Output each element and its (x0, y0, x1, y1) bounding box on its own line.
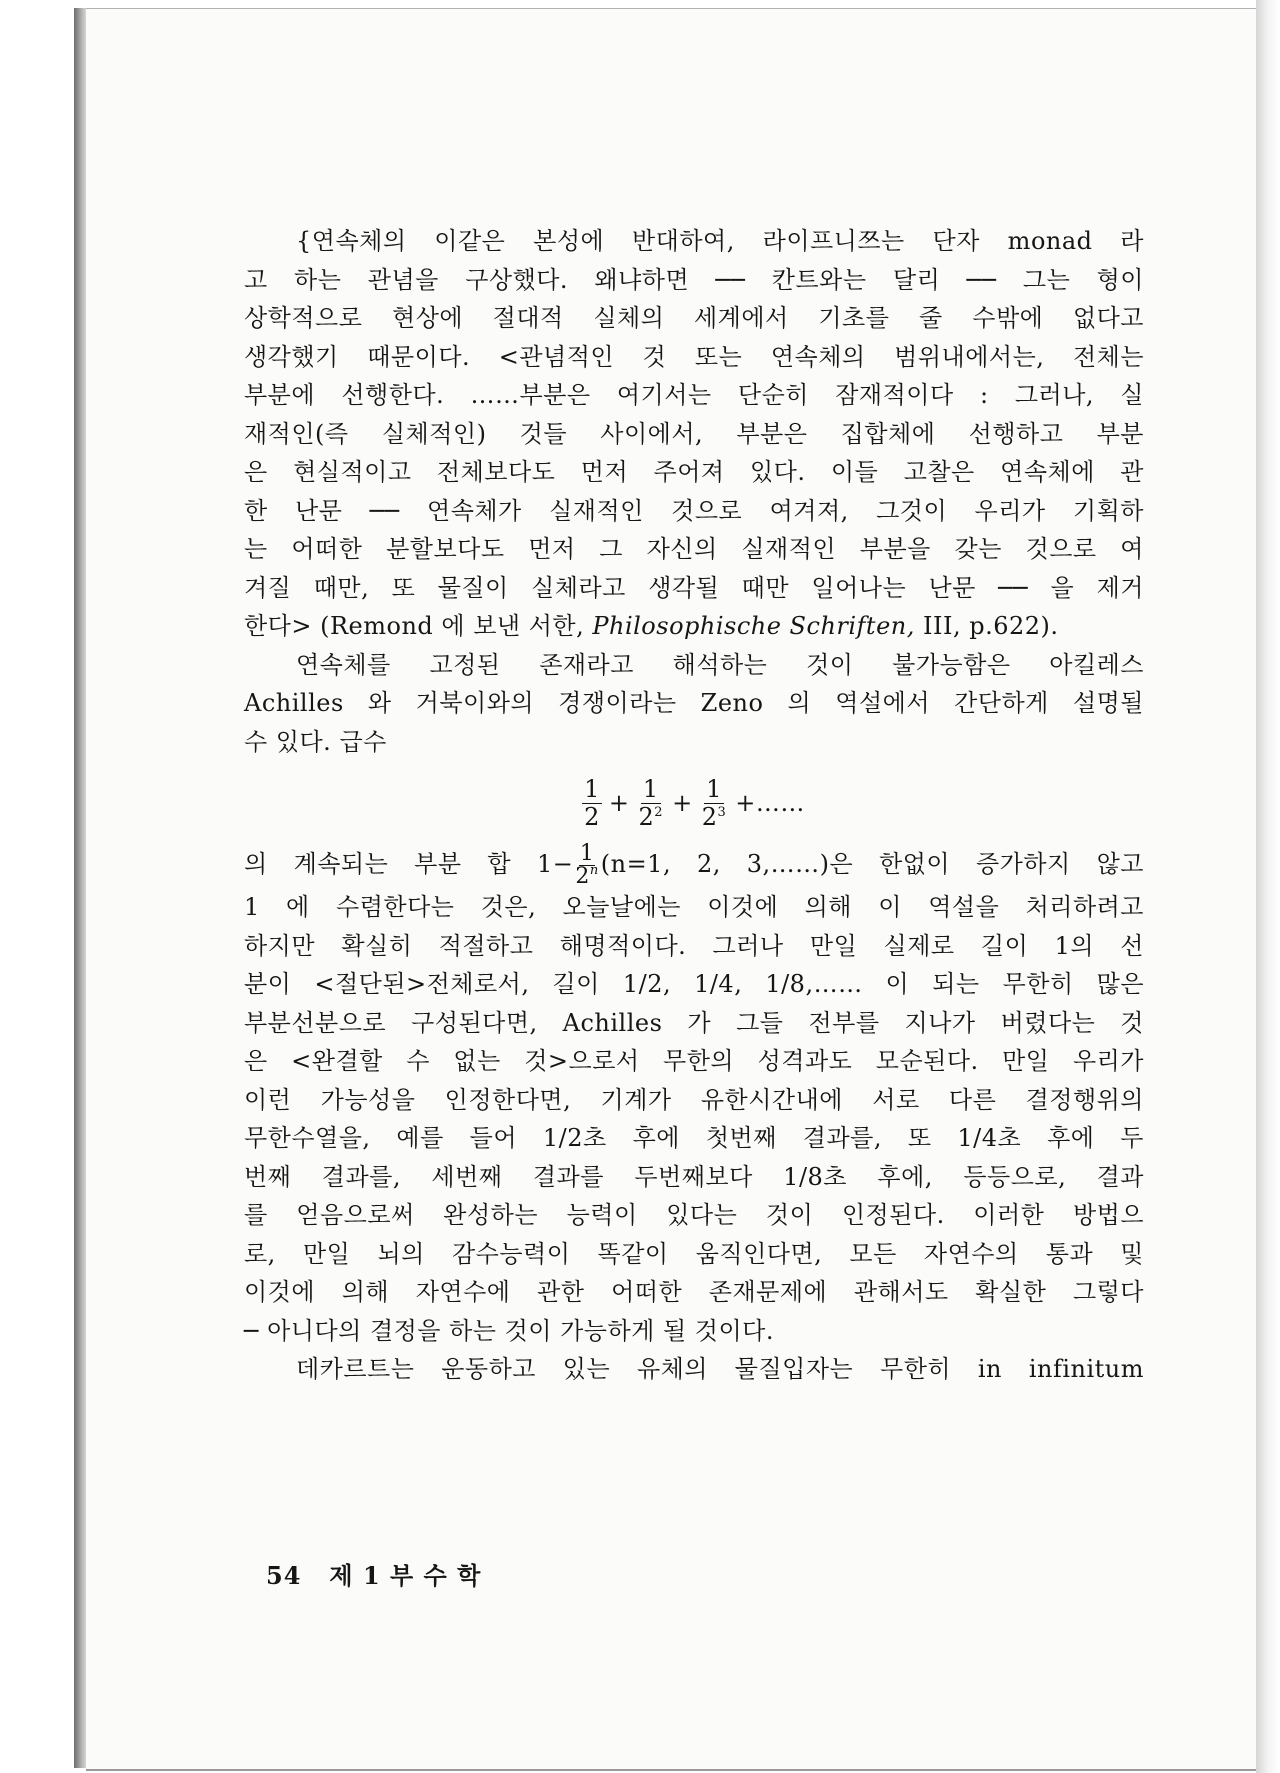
fraction-term-1 (582, 776, 602, 830)
text-line: 고 하는 관념을 구상했다. 왜냐하면 ── 칸트와는 달리 ── 그는 형이 (244, 265, 1144, 294)
denominator: 2 (584, 802, 600, 831)
fraction-term-3 (700, 776, 729, 830)
partial-sum-fraction: $\frac{1}{2^n}$ (575, 841, 599, 889)
fraction-term-2 (637, 776, 666, 830)
text-line: Achilles 와 거북이와의 경쟁이라는 Zeno 의 역설에서 간단하게 설명될 (244, 689, 1144, 717)
text-line: 한 난문 ── 연속체가 실재적인 것으로 여겨져, 그것이 우리가 기획하 (244, 496, 1144, 525)
denominator: $2^2$ (638, 802, 664, 831)
text-line: 이런 가능성을 인정한다면, 기계가 유한시간내에 서로 다른 결정행위의 (244, 1085, 1144, 1114)
text-line: 무한수열을, 예를 들어 1/2초 후에 첫번째 결과를, 또 1/4초 후에 두 (244, 1124, 1144, 1152)
text-line: {연속체의 이같은 본성에 반대하여, 라이프니쯔는 단자 monad 라 (296, 227, 1144, 255)
text-line: 재적인(즉 실체적인) 것들 사이에서, 부분은 집합체에 선행하고 부분 (244, 419, 1144, 448)
paragraph-descartes (244, 1350, 1144, 1389)
text-line: 분이 <절단된>전체로서, 길이 1/2, 1/4, 1/8,…… 이 되는 무한히 많은 (244, 970, 1144, 998)
series-formula (244, 763, 1144, 843)
text-line: 이것에 의해 자연수에 관한 어떠한 존재문제에 관해서도 확실한 그렇다 (244, 1278, 1144, 1306)
citation-text: 한다> (Remond 에 보낸 서한, (244, 612, 593, 640)
text-line: 수 있다. 급수 (244, 727, 387, 756)
denominator: $2^3$ (701, 802, 727, 831)
text-line: 부분에 선행한다. ……부분은 여기서는 단순히 잠재적이다 : 그러나, 실 (244, 381, 1144, 409)
plus-sign: + (672, 788, 693, 817)
text-line-citation (244, 607, 1144, 646)
series-tail: +…… (735, 788, 805, 817)
text-line: 연속체를 고정된 존재라고 해석하는 것이 불가능함은 아킬레스 (296, 650, 1144, 679)
text-line: 1 에 수렴한다는 것은, 오늘날에는 이것에 의해 이 역설을 처리하려고 (244, 893, 1144, 921)
text-line: 부분선분으로 구성된다면, Achilles 가 그들 전부를 지나가 버렸다는 것 (244, 1008, 1144, 1037)
text-line: 생각했기 때문이다. <관념적인 것 또는 연속체의 범위내에서는, 전체는 (244, 342, 1144, 371)
page-edge-right (1256, 0, 1280, 1773)
citation-page: III, p.622). (914, 612, 1059, 640)
text-line: 은 <완결할 수 없는 것>으로서 무한의 성격과도 모순된다. 만일 우리가 (244, 1047, 1144, 1075)
page-footer (266, 1556, 481, 1591)
citation-title: Philosophische Schriften, (592, 612, 915, 640)
section-title: 제 1 부 수 학 (329, 1561, 482, 1590)
numerator: 1 (642, 775, 659, 804)
body-text (244, 222, 1144, 1389)
text-line: 번째 결과를, 세번째 결과를 두번째보다 1/8초 후에, 등등으로, 결과 (244, 1162, 1144, 1191)
paragraph-zeno (244, 646, 1144, 762)
paragraph-leibniz (244, 222, 1144, 646)
numerator: 1 (706, 775, 722, 804)
paragraph-achilles (244, 888, 1144, 1350)
text-line: 하지만 확실히 적절하고 해명적이다. 그러나 만일 실제로 길이 1의 선 (244, 931, 1144, 960)
text-line: 겨질 때만, 또 물질이 실체라고 생각될 때만 일어나는 난문 ── 을 제거 (244, 573, 1144, 602)
text-line: ─ 아니다의 결정을 하는 것이 가능하게 될 것이다. (244, 1316, 774, 1345)
page-number: 54 (266, 1561, 302, 1590)
text-line: 는 어떠한 분할보다도 먼저 그 자신의 실재적인 부분을 갖는 것으로 여 (244, 535, 1144, 563)
numerator: 1 (584, 775, 600, 804)
text-line: 데카르트는 운동하고 있는 유체의 물질입자는 무한히 in infinitum (296, 1355, 1144, 1383)
text-line: 은 현실적이고 전체보다도 먼저 주어져 있다. 이들 고찰은 연속체에 관 (244, 458, 1144, 486)
partial-sum-line: 의 계속되는 부분 합 1− $\frac{1}{2^n}$ (n=1, 2, 3,……)은 한없이 증가하지 않고 (244, 841, 1144, 889)
text-line: 를 얻음으로써 완성하는 능력이 있다는 것이 인정된다. 이러한 방법으 (244, 1201, 1144, 1229)
text-line: 상학적으로 현상에 절대적 실체의 세계에서 기초를 줄 수밖에 없다고 (244, 304, 1144, 332)
text-line: 로, 만일 뇌의 감수능력이 똑같이 움직인다면, 모든 자연수의 통과 및 (244, 1239, 1144, 1268)
plus-sign: + (608, 788, 630, 817)
